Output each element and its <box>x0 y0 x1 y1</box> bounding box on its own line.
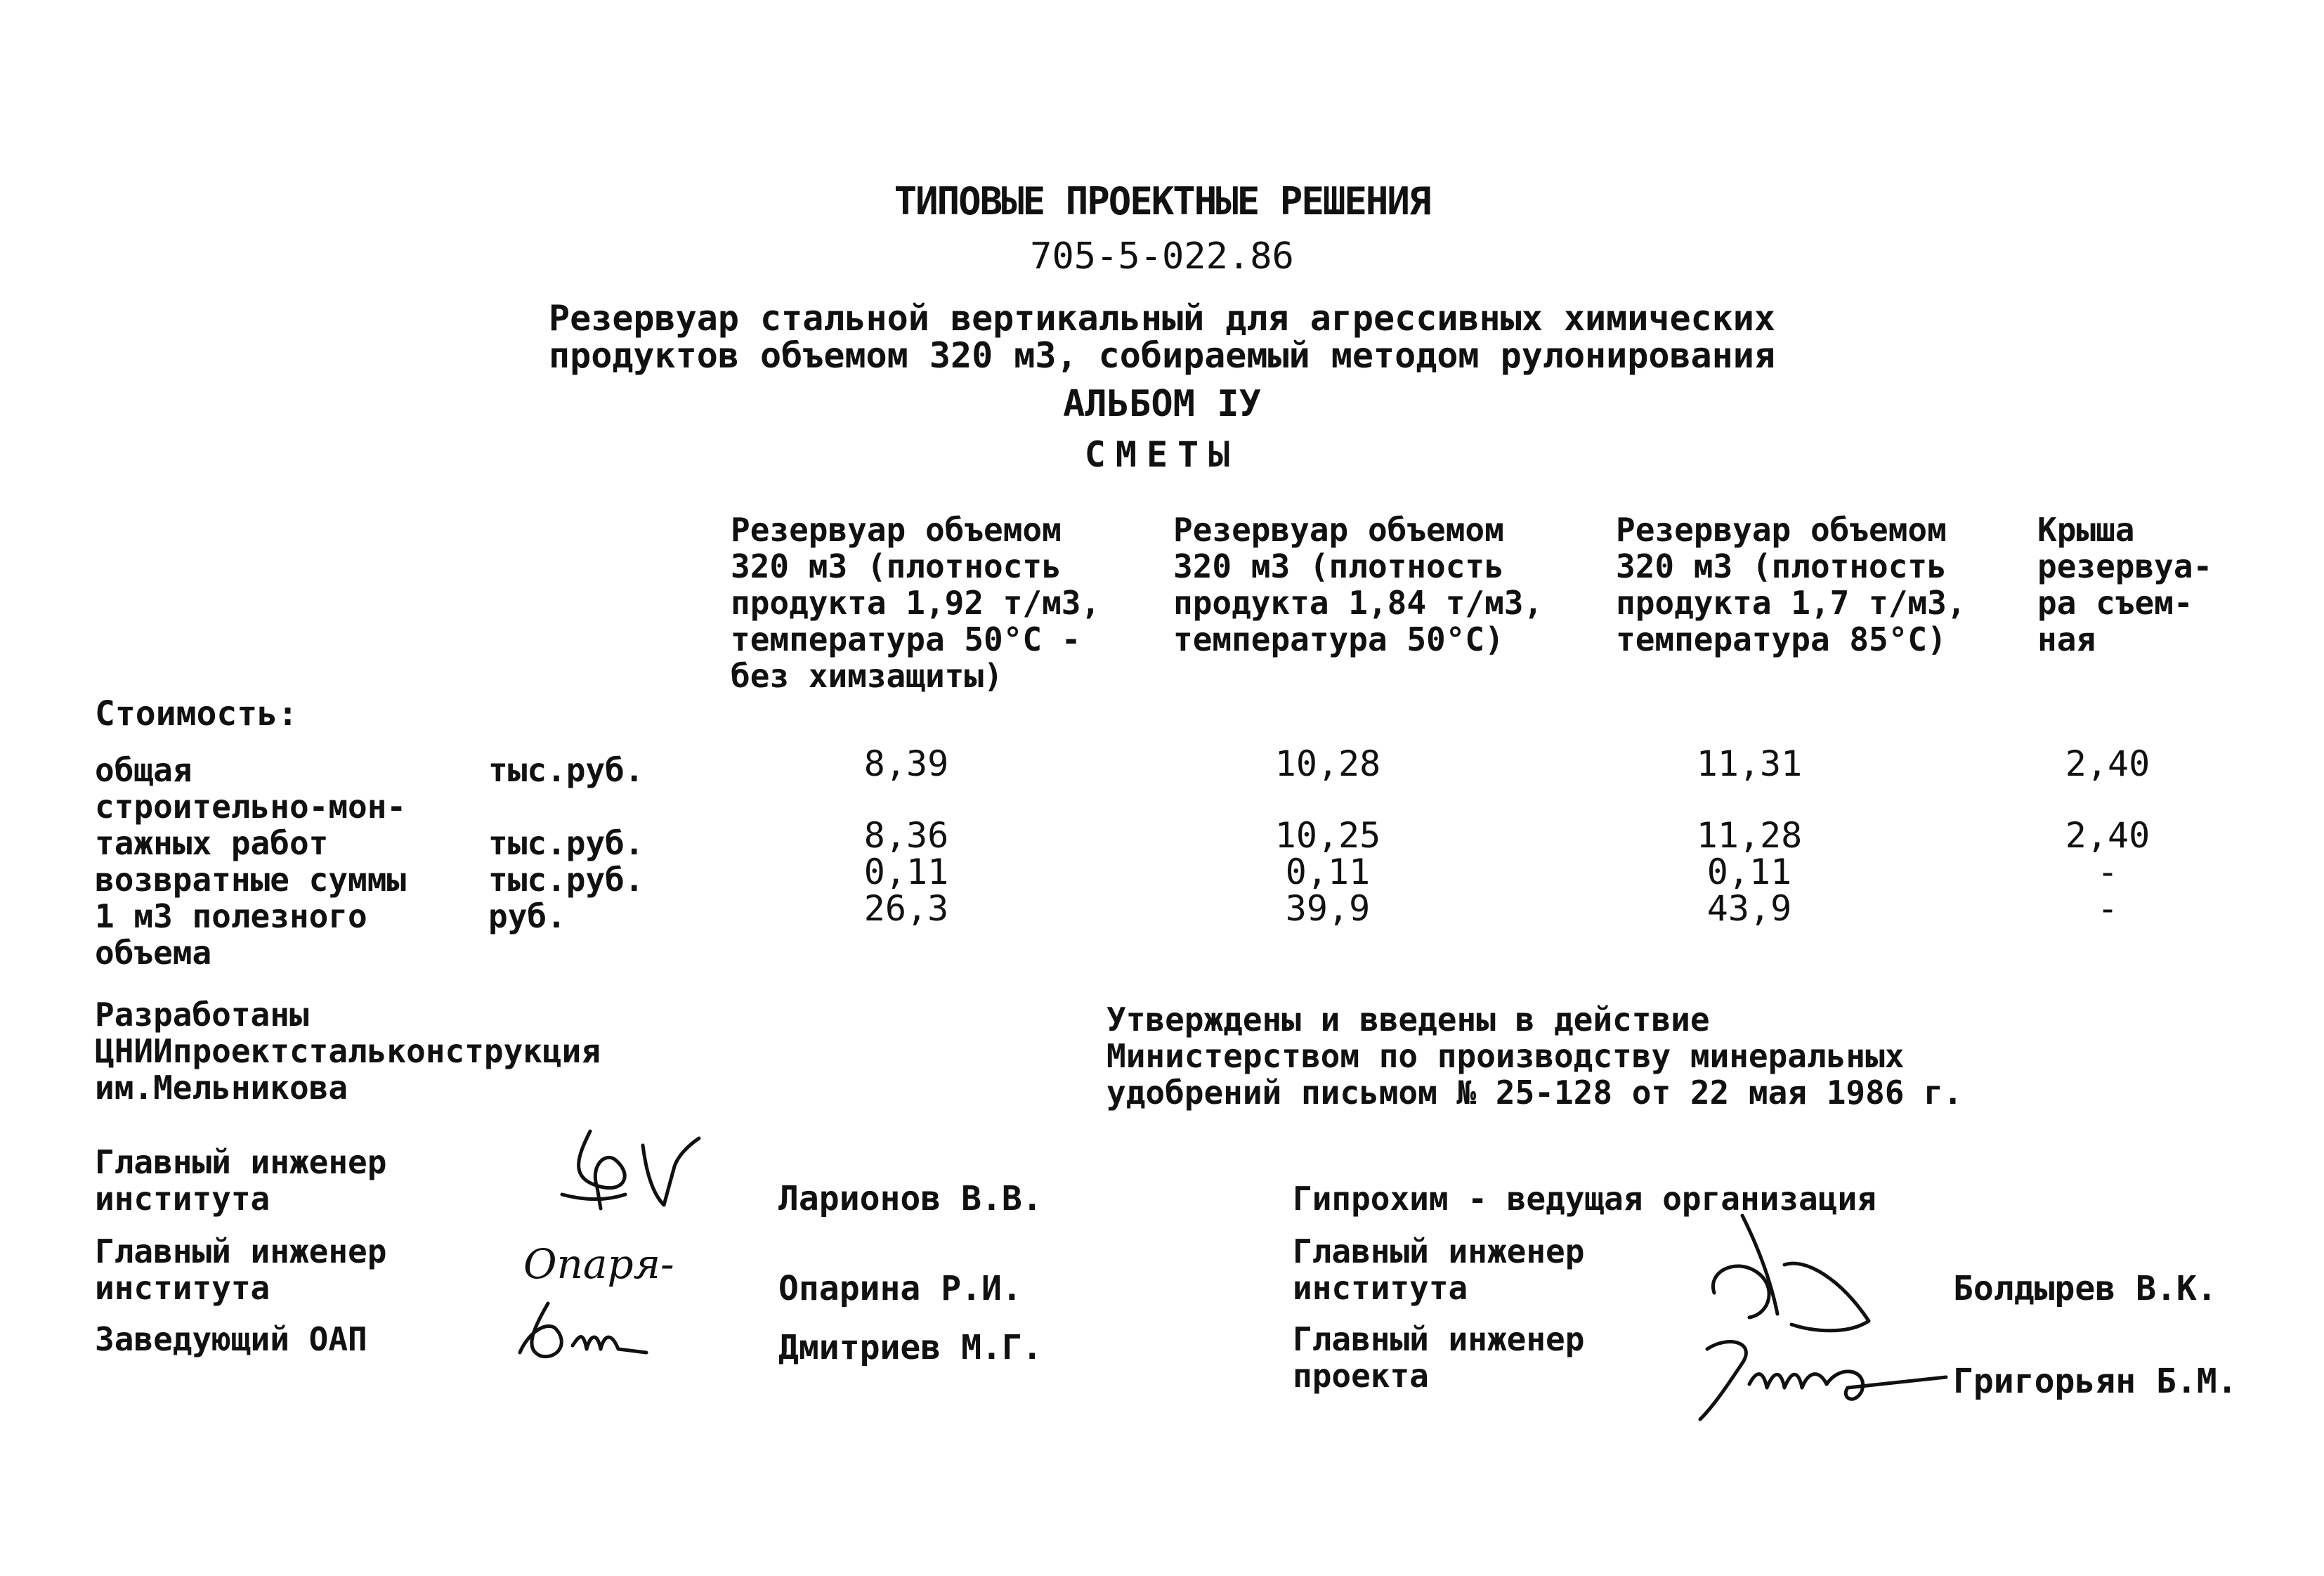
row-value-col4: - <box>2096 888 2119 929</box>
row-label-cont: объема <box>95 934 212 972</box>
row-unit: тыс.руб. <box>488 824 644 862</box>
signatory-name: Ларионов В.В. <box>778 1179 1043 1218</box>
row-value-col4: 2,40 <box>2065 743 2150 784</box>
signature-dmitriev <box>506 1293 660 1370</box>
developer-org: ЦНИИпроектстальконструкция <box>95 1032 601 1070</box>
column-header-2: Резервуар объемом 320 м3 (плотность продукта 1,84 т/м3, температура 50°С) <box>1173 511 1543 658</box>
signatory-name: Опарина Р.И. <box>778 1269 1022 1308</box>
signature-larionov <box>548 1117 731 1223</box>
row-value-col2: 0,11 <box>1285 852 1371 892</box>
cost-heading: Стоимость: <box>95 694 298 734</box>
document-title: ТИПОВЫЕ ПРОЕКТНЫЕ РЕШЕНИЯ <box>894 179 1430 223</box>
row-value-col3: 11,28 <box>1696 815 1803 856</box>
album-number: АЛЬБОМ IУ <box>1063 383 1261 425</box>
signatory-name: Болдырев В.К. <box>1953 1269 2217 1308</box>
signatory-role: Главный инженер института <box>1293 1232 1585 1307</box>
row-label: строительно-мон- <box>95 788 407 826</box>
signatory-name: Дмитриев М.Г. <box>778 1328 1043 1367</box>
developed-heading: Разработаны <box>95 996 309 1034</box>
row-label: возвратные суммы <box>95 861 407 899</box>
row-value-col1: 8,39 <box>863 743 949 784</box>
row-value-col4: 2,40 <box>2065 815 2150 856</box>
signatory-role: Главный инженер института <box>95 1232 387 1307</box>
subtitle-line-1: Резервуар стальной вертикальный для агрессивных химических <box>549 298 1775 339</box>
approved-line-2: Министерством по производству минеральных <box>1106 1037 1905 1075</box>
row-label: общая <box>95 751 192 789</box>
subtitle-line-2: продуктов объемом 320 м3, собираемый методом рулонирования <box>549 335 1775 376</box>
row-unit: тыс.руб. <box>488 751 644 789</box>
section-title: СМЕТЫ <box>1084 434 1240 475</box>
lead-organization: Гипрохим - ведущая организация <box>1293 1180 1876 1218</box>
signature-oparina: Опаря- <box>523 1240 674 1288</box>
column-header-1: Резервуар объемом 320 м3 (плотность продукта 1,92 т/м3, температура 50°С - без химзащиты) <box>731 511 1101 695</box>
approved-line-3: удобрений письмом № 25-128 от 22 мая 1986 г. <box>1106 1074 1963 1112</box>
column-header-3: Резервуар объемом 320 м3 (плотность продукта 1,7 т/м3, температура 85°С) <box>1616 511 1966 658</box>
row-value-col1: 8,36 <box>863 815 949 856</box>
document-code: 705-5-022.86 <box>1030 235 1294 278</box>
row-value-col1: 0,11 <box>863 852 949 892</box>
column-header-4: Крыша резервуа- ра съем- ная <box>2037 511 2213 658</box>
signatory-role: Заведующий ОАП <box>95 1320 367 1358</box>
row-value-col3: 43,9 <box>1706 888 1792 929</box>
signatory-role: Главный инженер института <box>95 1143 387 1218</box>
signature-grigoryan <box>1686 1321 1953 1433</box>
row-value-col1: 26,3 <box>863 888 949 929</box>
row-unit: руб. <box>488 897 566 935</box>
row-value-col4: - <box>2096 852 2119 892</box>
row-unit: тыс.руб. <box>488 861 644 899</box>
signatory-role: Главный инженер проекта <box>1293 1320 1585 1395</box>
row-value-col3: 11,31 <box>1696 743 1803 784</box>
row-value-col2: 10,28 <box>1274 743 1381 784</box>
signatory-name: Григорьян Б.М. <box>1953 1362 2238 1401</box>
row-value-col2: 39,9 <box>1285 888 1371 929</box>
row-label: 1 м3 полезного <box>95 897 367 935</box>
row-label-cont: тажных работ <box>95 824 329 862</box>
row-value-col3: 0,11 <box>1706 852 1792 892</box>
approved-line-1: Утверждены и введены в действие <box>1106 1001 1710 1038</box>
developer-named: им.Мельникова <box>95 1069 348 1107</box>
row-value-col2: 10,25 <box>1274 815 1381 856</box>
